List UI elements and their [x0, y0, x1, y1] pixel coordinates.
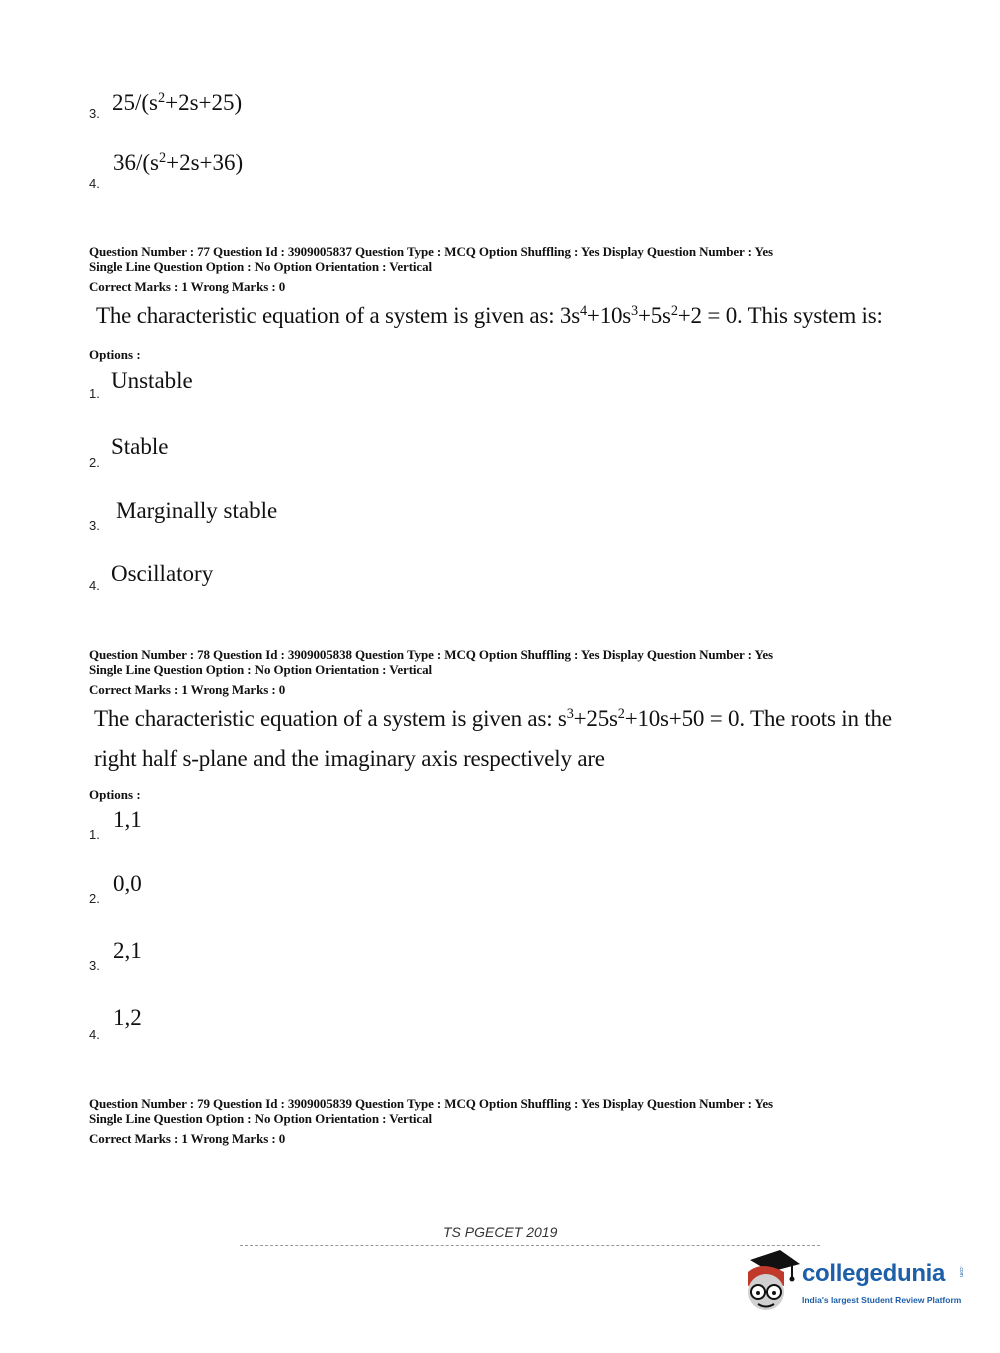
option-text[interactable]: Marginally stable [116, 498, 278, 523]
question-meta [89, 647, 773, 677]
question-meta-line2: Single Line Question Option : No Option Orientation : Vertical [89, 1111, 433, 1126]
option-number: 3. [89, 958, 100, 973]
superscript: 3 [631, 303, 638, 320]
brand-tagline: India's largest Student Review Platform [802, 1295, 962, 1305]
question-meta-line2: Single Line Question Option : No Option Orientation : Vertical [89, 259, 433, 274]
option-text[interactable]: Stable [111, 434, 169, 459]
option-text[interactable] [112, 90, 242, 116]
stem-part: +25s [573, 706, 618, 731]
superscript: 2 [158, 90, 166, 107]
superscript: 2 [617, 706, 625, 723]
question-marks: Correct Marks : 1 Wrong Marks : 0 [89, 279, 286, 294]
footer-divider [240, 1245, 820, 1246]
option-text[interactable] [113, 150, 243, 176]
question-meta-line1: Question Number : 78 Question Id : 3909005838 Question Type : MCQ Option Shuffling : Yes Display Question Number : Yes [89, 647, 774, 662]
question-meta-line1: Question Number : 79 Question Id : 3909005839 Question Type : MCQ Option Shuffling : Yes Display Question Number : Yes [89, 1096, 774, 1111]
option-text[interactable]: Unstable [111, 368, 193, 393]
options-label: Options : [89, 787, 141, 802]
question-stem [96, 303, 883, 329]
stem-part: +2 = 0. This system is: [677, 303, 883, 328]
option-number: 1. [89, 386, 100, 401]
option-number: 2. [89, 891, 100, 906]
question-stem [94, 706, 892, 732]
superscript: 2 [159, 150, 167, 167]
option-number: 3. [89, 106, 100, 121]
question-meta [89, 244, 773, 274]
question-meta [89, 1096, 773, 1126]
stem-part: The characteristic equation of a system is given as: s [94, 706, 567, 731]
option-text[interactable]: 1,1 [113, 807, 142, 832]
option-text-part: 36/(s [113, 150, 159, 175]
option-text[interactable]: 2,1 [113, 938, 142, 963]
superscript: 2 [670, 303, 678, 320]
stem-part: +10s [586, 303, 632, 328]
mascot-icon [740, 1246, 802, 1316]
option-text[interactable]: 1,2 [113, 1005, 142, 1030]
option-text[interactable]: Oscillatory [111, 561, 214, 586]
question-meta-line2: Single Line Question Option : No Option Orientation : Vertical [89, 662, 433, 677]
option-number: 2. [89, 455, 100, 470]
option-number: 4. [89, 578, 100, 593]
superscript: 4 [579, 303, 587, 320]
option-number: 1. [89, 827, 100, 842]
brand-logo[interactable] [740, 1246, 970, 1316]
option-number: 3. [89, 518, 100, 533]
stem-part: +10s+50 = 0. The roots in the [624, 706, 892, 731]
option-text[interactable]: 0,0 [113, 871, 142, 896]
options-label: Options : [89, 347, 141, 362]
stem-part: The characteristic equation of a system is given as: 3s [96, 303, 580, 328]
brand-domain: .com [958, 1266, 964, 1277]
option-number: 4. [89, 176, 100, 191]
question-marks: Correct Marks : 1 Wrong Marks : 0 [89, 682, 286, 697]
footer-text: TS PGECET 2019 [443, 1224, 558, 1240]
option-number: 4. [89, 1027, 100, 1042]
question-stem-line2: right half s-plane and the imaginary axis respectively are [94, 746, 605, 771]
brand-name: collegedunia [802, 1260, 946, 1287]
option-text-part: +2s+36) [166, 150, 244, 175]
stem-part: +5s [637, 303, 671, 328]
superscript: 3 [566, 706, 574, 723]
question-meta-line1: Question Number : 77 Question Id : 3909005837 Question Type : MCQ Option Shuffling : Yes Display Question Number : Yes [89, 244, 774, 259]
option-text-part: +2s+25) [165, 90, 243, 115]
question-marks: Correct Marks : 1 Wrong Marks : 0 [89, 1131, 286, 1146]
option-text-part: 25/(s [112, 90, 158, 115]
